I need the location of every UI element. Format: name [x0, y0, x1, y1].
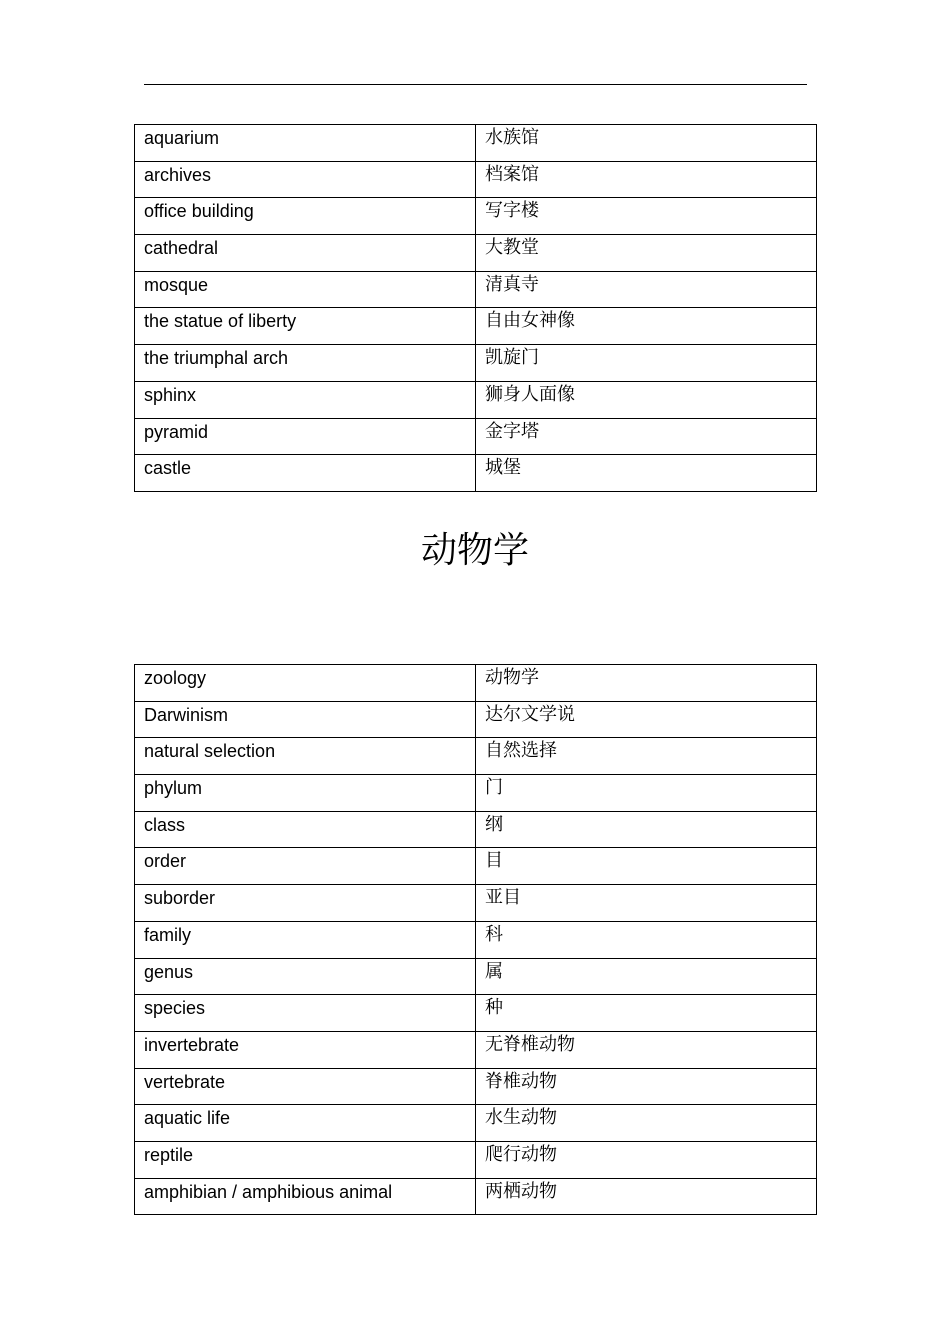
- table-row: [135, 1105, 817, 1142]
- chinese-term: 属: [476, 958, 817, 995]
- english-term: suborder: [135, 885, 476, 922]
- chinese-term: 凯旋门: [476, 345, 817, 382]
- chinese-term: 动物学: [476, 665, 817, 702]
- chinese-term: 种: [476, 995, 817, 1032]
- chinese-term: 写字楼: [476, 198, 817, 235]
- table-row: [135, 665, 817, 702]
- chinese-term: 亚目: [476, 885, 817, 922]
- chinese-term: 狮身人面像: [476, 381, 817, 418]
- english-term: office building: [135, 198, 476, 235]
- english-term: pyramid: [135, 418, 476, 455]
- chinese-term: 金字塔: [476, 418, 817, 455]
- chinese-term: 无脊椎动物: [476, 1031, 817, 1068]
- chinese-term: 自由女神像: [476, 308, 817, 345]
- english-term: the triumphal arch: [135, 345, 476, 382]
- table-row: [135, 958, 817, 995]
- chinese-term: 档案馆: [476, 161, 817, 198]
- table-row: [135, 701, 817, 738]
- table-row: [135, 738, 817, 775]
- english-term: family: [135, 921, 476, 958]
- english-term: class: [135, 811, 476, 848]
- chinese-term: 门: [476, 775, 817, 812]
- english-term: aquatic life: [135, 1105, 476, 1142]
- vocab-table-zoology: [134, 664, 817, 1215]
- chinese-term: 脊椎动物: [476, 1068, 817, 1105]
- chinese-term: 水族馆: [476, 125, 817, 162]
- english-term: castle: [135, 455, 476, 492]
- table-row: [135, 1141, 817, 1178]
- table-row: [135, 345, 817, 382]
- table-row: [135, 921, 817, 958]
- table-row: [135, 885, 817, 922]
- english-term: species: [135, 995, 476, 1032]
- table-row: [135, 125, 817, 162]
- english-term: genus: [135, 958, 476, 995]
- table-row: [135, 775, 817, 812]
- english-term: archives: [135, 161, 476, 198]
- english-term: invertebrate: [135, 1031, 476, 1068]
- english-term: natural selection: [135, 738, 476, 775]
- chinese-term: 水生动物: [476, 1105, 817, 1142]
- table-row: [135, 848, 817, 885]
- table-row: [135, 235, 817, 272]
- vocab-table-buildings: [134, 124, 817, 492]
- table-row: [135, 418, 817, 455]
- english-term: vertebrate: [135, 1068, 476, 1105]
- chinese-term: 爬行动物: [476, 1141, 817, 1178]
- english-term: mosque: [135, 271, 476, 308]
- chinese-term: 清真寺: [476, 271, 817, 308]
- table-row: [135, 161, 817, 198]
- chinese-term: 城堡: [476, 455, 817, 492]
- chinese-term: 两栖动物: [476, 1178, 817, 1215]
- chinese-term: 科: [476, 921, 817, 958]
- table-row: [135, 455, 817, 492]
- table-row: [135, 271, 817, 308]
- table-row: [135, 198, 817, 235]
- table-row: [135, 308, 817, 345]
- chinese-term: 纲: [476, 811, 817, 848]
- chinese-term: 自然选择: [476, 738, 817, 775]
- table-row: [135, 1031, 817, 1068]
- english-term: aquarium: [135, 125, 476, 162]
- header-rule: [144, 84, 807, 85]
- table-row: [135, 995, 817, 1032]
- english-term: cathedral: [135, 235, 476, 272]
- english-term: zoology: [135, 665, 476, 702]
- table-row: [135, 1068, 817, 1105]
- table-row: [135, 381, 817, 418]
- table-row: [135, 1178, 817, 1215]
- chinese-term: 目: [476, 848, 817, 885]
- english-term: the statue of liberty: [135, 308, 476, 345]
- english-term: Darwinism: [135, 701, 476, 738]
- section-heading: 动物学: [420, 530, 529, 571]
- english-term: amphibian / amphibious animal: [135, 1178, 476, 1215]
- chinese-term: 达尔文学说: [476, 701, 817, 738]
- chinese-term: 大教堂: [476, 235, 817, 272]
- english-term: order: [135, 848, 476, 885]
- table-row: [135, 811, 817, 848]
- english-term: reptile: [135, 1141, 476, 1178]
- english-term: phylum: [135, 775, 476, 812]
- english-term: sphinx: [135, 381, 476, 418]
